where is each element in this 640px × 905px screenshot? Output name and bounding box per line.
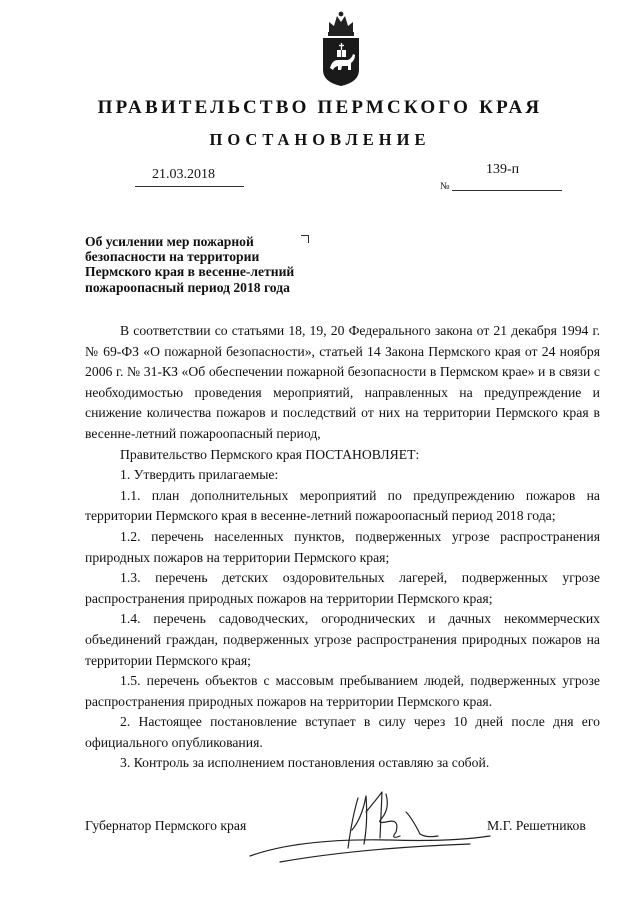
- body-paragraph: 1.4. перечень садоводческих, огороднических и дачных некоммерческих объединений граждан, подверженных угрозе распространения природных пожаров на территории Пермского края;: [85, 611, 600, 668]
- body-paragraph: 1.3. перечень детских оздоровительных лагерей, подверженных угрозе распространения природных пожаров на территории Пермского края;: [85, 570, 600, 606]
- document-number: 139-п: [486, 162, 520, 177]
- number-label: №: [440, 181, 450, 192]
- date-underline: [135, 186, 244, 187]
- number-underline: [452, 190, 562, 191]
- handwritten-signature-icon: [240, 778, 500, 868]
- body-paragraph: 2. Настоящее постановление вступает в силу через 10 дней после дня его официального опубликования.: [85, 714, 600, 750]
- perm-krai-coat-of-arms-icon: [320, 10, 362, 88]
- body-paragraph: 1.2. перечень населенных пунктов, подверженных угрозе распространения природных пожаров на территории Пермского края;: [85, 528, 600, 565]
- document-body: [85, 321, 600, 774]
- body-paragraph: В соответствии со статьями 18, 19, 20 Федерального закона от 21 декабря 1994 г. № 69-ФЗ «О пожарной безопасности», статьей 14 Закона Пермского края от 24 ноября 2006 г. № 31-КЗ «Об обеспечении пожарной безопасности в Пермском крае» и в связи с необходимостью проведения мероприятий, направленных на предупреждение и снижение количества пожаров и последствий от них на территории Пермского края в весенне-летний пожароопасный период,: [85, 323, 600, 441]
- document-type: ПОСТАНОВЛЕНИЕ: [209, 130, 431, 149]
- document-date: 21.03.2018: [152, 167, 215, 182]
- signatory-title: Губернатор Пермского края: [85, 818, 247, 833]
- body-paragraph: 1.5. перечень объектов с массовым пребыванием людей, подверженных угрозе распространения природных пожаров на территории Пермского края.: [85, 673, 600, 709]
- organization-title: ПРАВИТЕЛЬСТВО ПЕРМСКОГО КРАЯ: [97, 97, 543, 118]
- body-paragraph: 3. Контроль за исполнением постановления оставляю за собой.: [120, 755, 490, 771]
- subject-corner-mark: [301, 235, 309, 243]
- body-paragraph: 1. Утвердить прилагаемые:: [120, 467, 279, 483]
- body-paragraph: Правительство Пермского края ПОСТАНОВЛЯЕТ:: [120, 446, 420, 462]
- document-subject: Об усилении мер пожарной безопасности на территории Пермского края в весенне-летний пожароопасный период 2018 года: [85, 234, 295, 295]
- body-paragraph: 1.1. план дополнительных мероприятий по предупреждению пожаров на территории Пермского края в весенне-летний пожароопасный период 2018 года;: [85, 487, 600, 524]
- signatory-name: М.Г. Решетников: [487, 818, 586, 833]
